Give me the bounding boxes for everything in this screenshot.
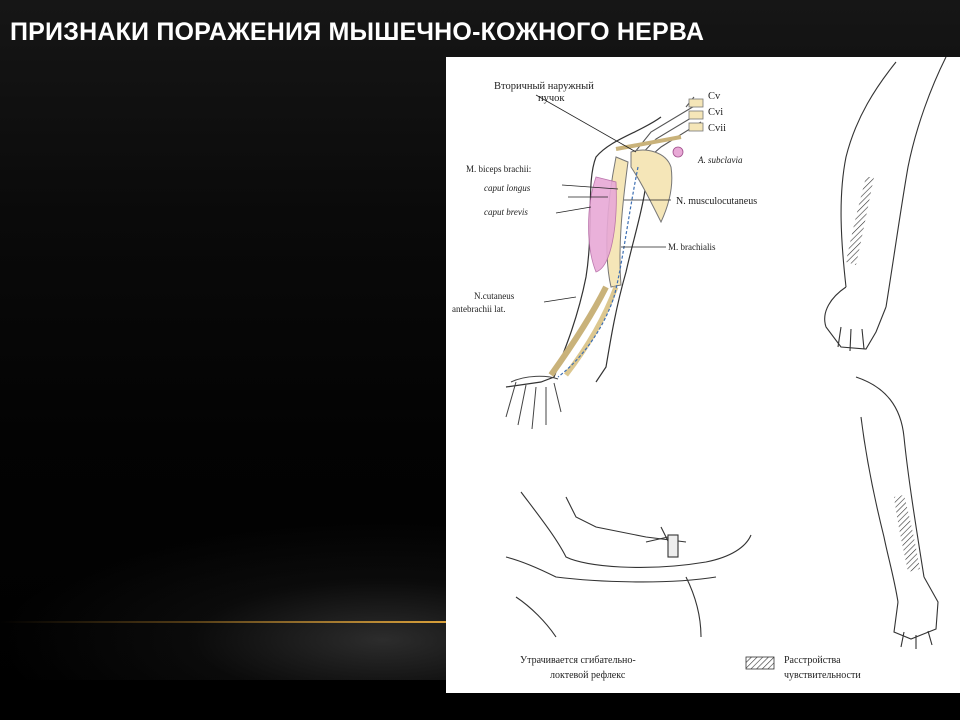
label-secondary-bundle-1: Вторичный наружный — [494, 81, 594, 92]
anatomy-figure — [446, 57, 960, 693]
label-caput-longus: caput longus — [484, 183, 531, 193]
accent-line — [0, 621, 446, 623]
caption-sensory-1: Расстройства — [784, 655, 841, 666]
label-biceps: M. biceps brachii: — [466, 164, 532, 174]
caption-reflex-1: Утрачивается сгибательно- — [520, 655, 636, 666]
caption-sensory-2: чувствительности — [784, 670, 861, 681]
arm-anatomy-drawing — [506, 95, 703, 429]
arm-sketch-back — [856, 377, 938, 649]
label-c5: Cv — [708, 91, 721, 102]
slide-title: ПРИЗНАКИ ПОРАЖЕНИЯ МЫШЕЧНО-КОЖНОГО НЕРВА — [10, 18, 705, 46]
hatch-legend-swatch — [746, 657, 774, 669]
label-caput-brevis: caput brevis — [484, 207, 528, 217]
anatomy-illustration — [446, 57, 960, 693]
label-c6: Cvi — [708, 107, 724, 118]
caption-reflex-2: локтевой рефлекс — [550, 670, 626, 681]
reflex-test-drawing — [506, 492, 751, 637]
label-musculocutaneus: N. musculocutaneus — [676, 196, 758, 207]
label-cutaneus-1: N.cutaneus — [474, 291, 515, 301]
label-c7: Cvii — [708, 123, 727, 134]
label-subclavia: A. subclavia — [698, 155, 743, 165]
label-brachialis: M. brachialis — [668, 242, 716, 252]
background-glow — [0, 520, 450, 680]
label-cutaneus-2: antebrachii lat. — [452, 304, 506, 314]
arm-sketch-front — [825, 57, 946, 351]
label-secondary-bundle-2: пучок — [538, 93, 565, 104]
